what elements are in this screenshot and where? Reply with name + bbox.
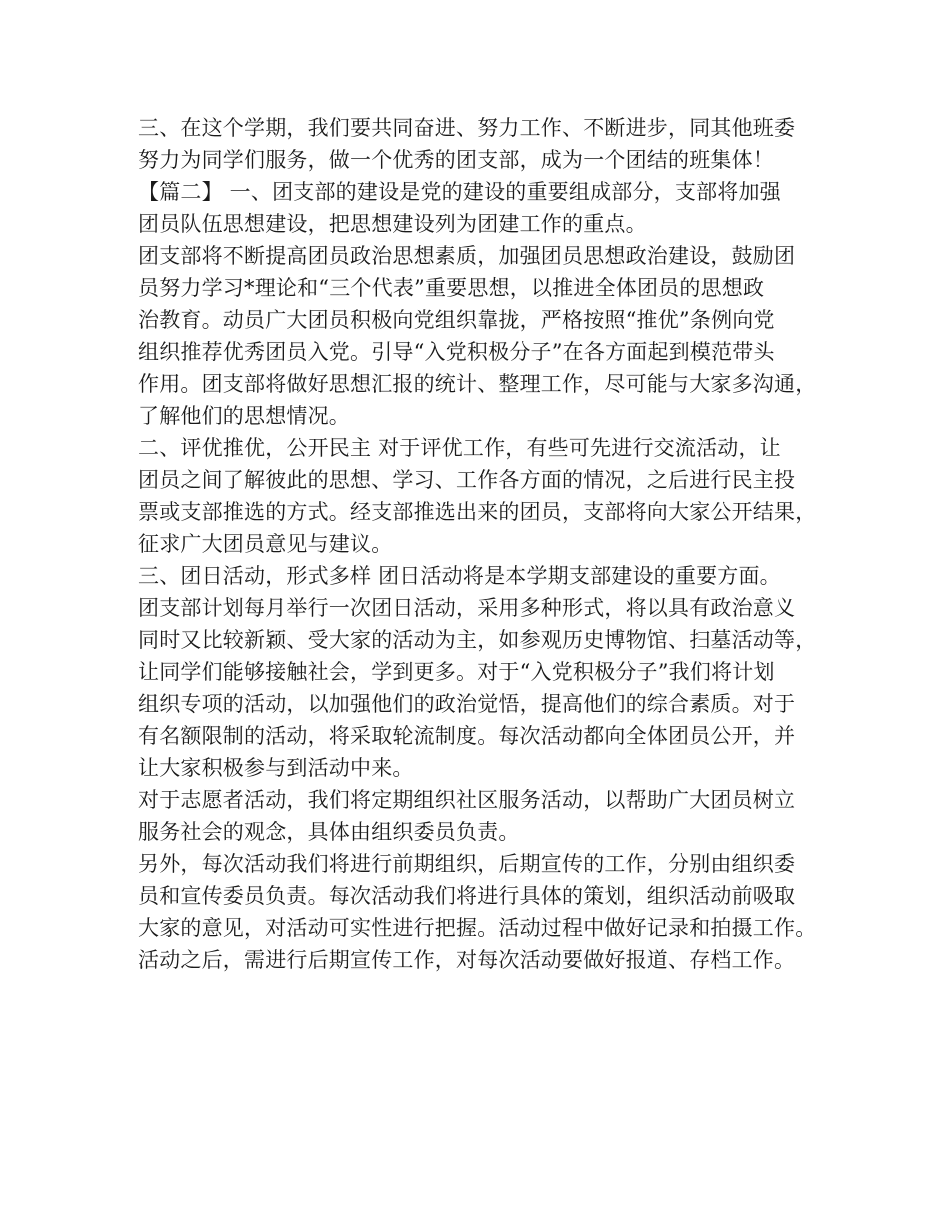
text-line: 组织专项的活动，以加强他们的政治觉悟，提高他们的综合素质。对于 [138,692,796,716]
text-line: 服务社会的观念，具体由组织委员负责。 [138,820,520,844]
text-line: 团支部计划每月举行一次团日活动，采用多种形式，将以具有政治意义 [138,596,796,620]
text-line: 让同学们能够接触社会，学到更多。对于“入党积极分子”我们将计划 [138,660,775,684]
text-line: 作用。团支部将做好思想汇报的统计、整理工作，尽可能与大家多沟通， [138,372,817,396]
text-line: 了解他们的思想情况。 [138,404,350,428]
text-line: 三、团日活动，形式多样 团日活动将是本学期支部建设的重要方面。 [138,564,781,588]
text-line: 票或支部推选的方式。经支部推选出来的团员，支部将向大家公开结果， [138,500,817,524]
text-line: 活动之后，需进行后期宣传工作，对每次活动要做好报道、存档工作。 [138,948,796,972]
text-line: 员和宣传委员负责。每次活动我们将进行具体的策划，组织活动前吸取 [138,884,796,908]
text-line: 团支部将不断提高团员政治思想素质，加强团员思想政治建设，鼓励团 [138,244,796,268]
text-line: 大家的意见，对活动可实性进行把握。活动过程中做好记录和拍摄工作。 [138,916,817,940]
text-line: 同时又比较新颖、受大家的活动为主，如参观历史博物馆、扫墓活动等， [138,628,817,652]
text-line: 努力为同学们服务，做一个优秀的团支部，成为一个团结的班集体！ [138,148,774,172]
text-line: 有名额限制的活动，将采取轮流制度。每次活动都向全体团员公开，并 [138,724,796,748]
text-line: 三、在这个学期，我们要共同奋进、努力工作、不断进步，同其他班委 [138,116,796,140]
text-line: 组织推荐优秀团员入党。引导“入党积极分子”在各方面起到模范带头 [138,340,775,364]
text-line: 征求广大团员意见与建议。 [138,532,393,556]
text-line: 员努力学习*理论和“三个代表”重要思想，以推进全体团员的思想政 [138,276,765,300]
text-line: 另外，每次活动我们将进行前期组织，后期宣传的工作，分别由组织委 [138,852,796,876]
document-body [138,112,828,976]
text-line: 团员队伍思想建设，把思想建设列为团建工作的重点。 [138,212,647,236]
text-line: 二、评优推优，公开民主 对于评优工作，有些可先进行交流活动，让 [138,436,781,460]
text-line: 团员之间了解彼此的思想、学习、工作各方面的情况，之后进行民主投 [138,468,796,492]
text-line: 让大家积极参与到活动中来。 [138,756,414,780]
text-line: 对于志愿者活动，我们将定期组织社区服务活动，以帮助广大团员树立 [138,788,796,812]
text-line: 治教育。动员广大团员积极向党组织靠拢，严格按照“推优”条例向党 [138,308,775,332]
text-line: 【篇二】 一、团支部的建设是党的建设的重要组成部分，支部将加强 [138,180,781,204]
